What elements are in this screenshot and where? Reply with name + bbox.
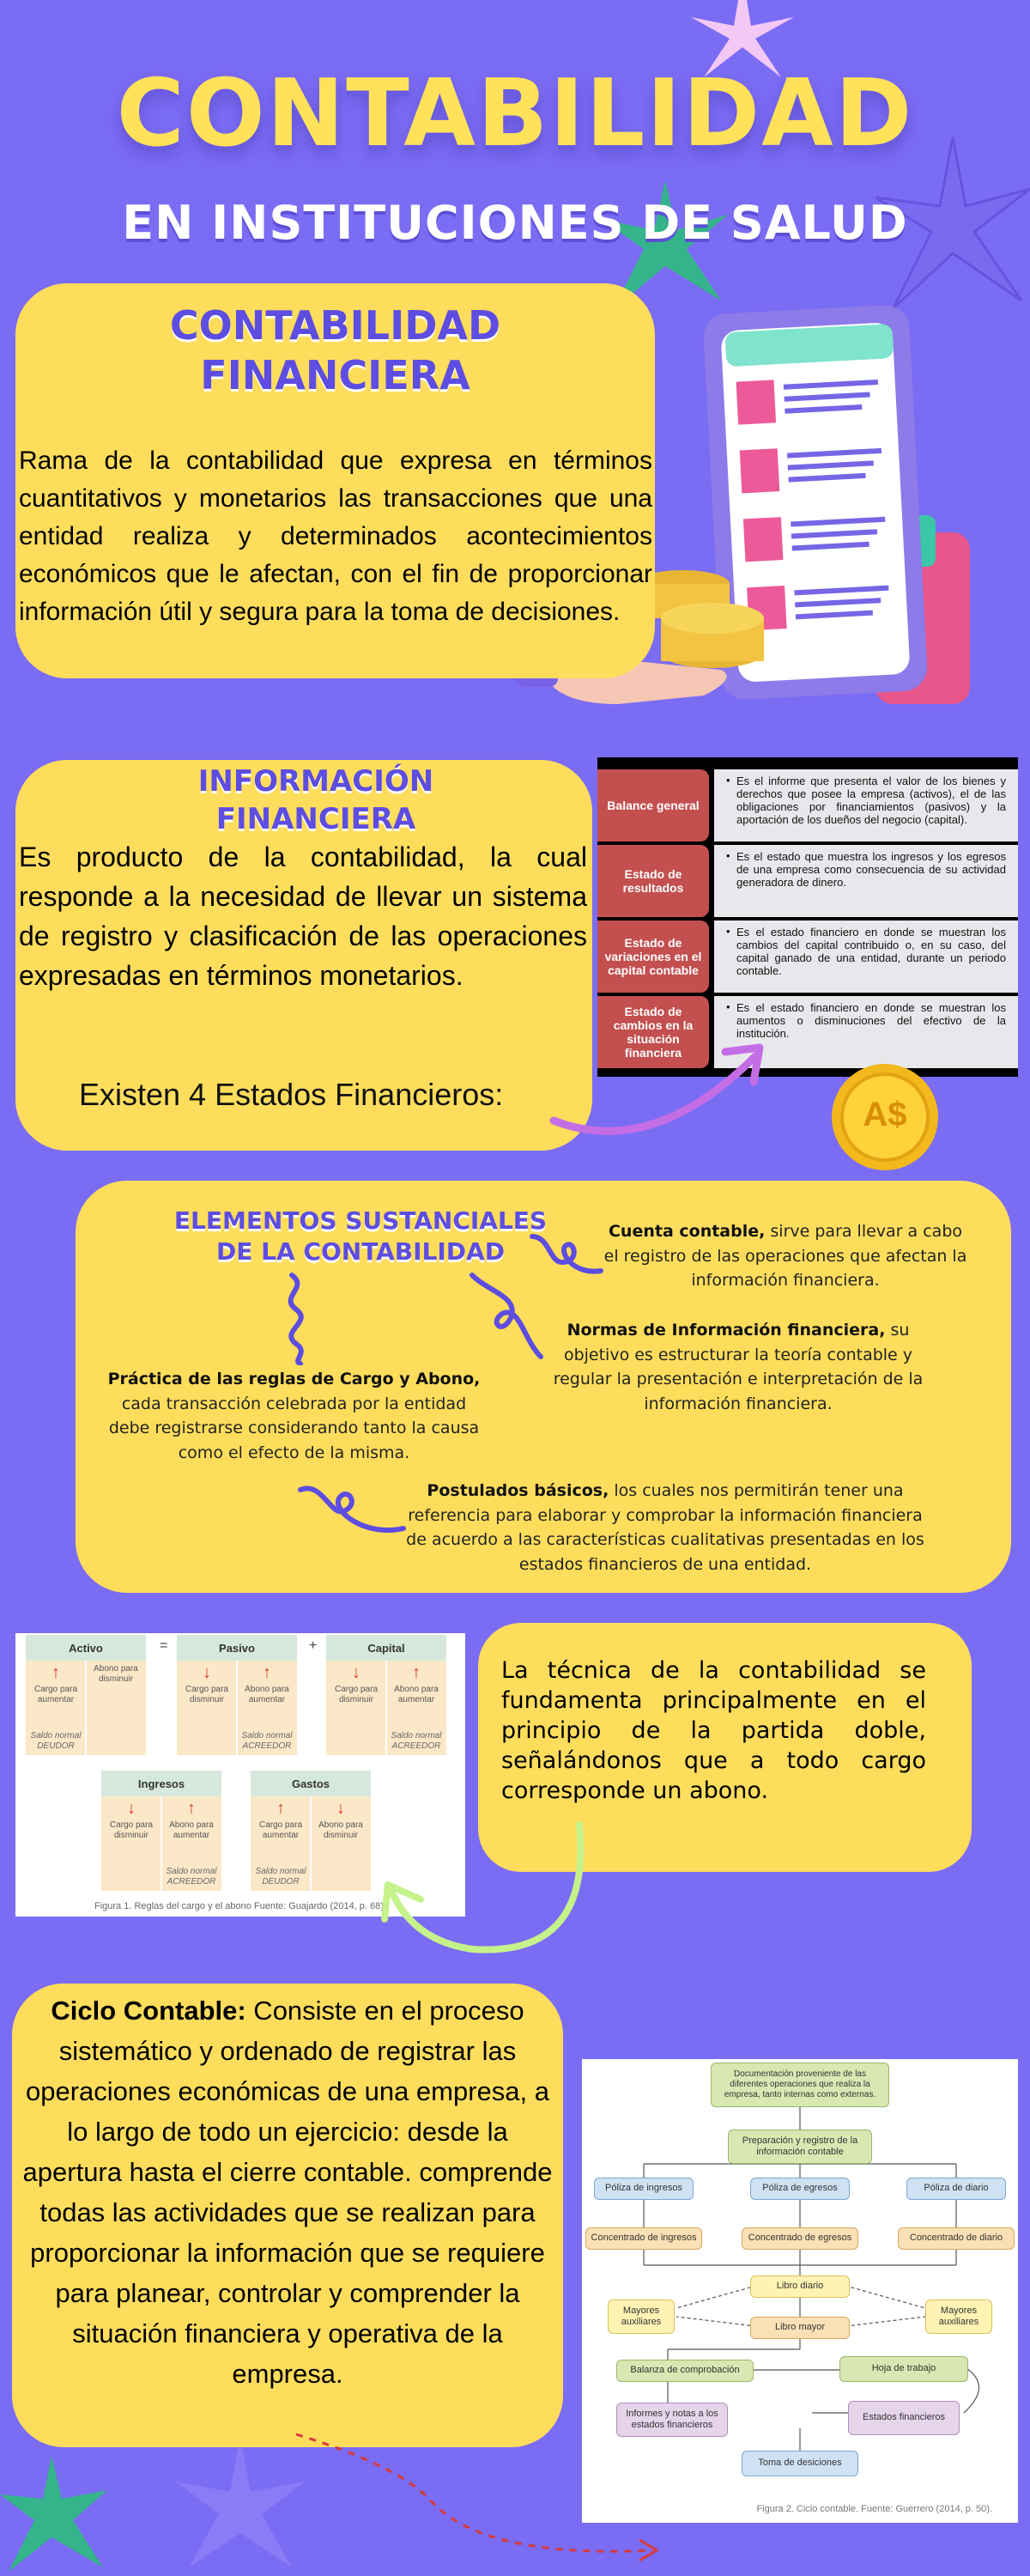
abono-label: Abono para aumentar [169,1820,214,1840]
table-row [597,757,1018,841]
arrow-down-icon: ↓ [336,1799,345,1818]
plus-sign: + [309,1638,318,1653]
heading-informacion-financiera [15,762,616,838]
informacion-financiera-text: Es producto de la contabilidad, la cual responde a la necesidad de llevar un sistema de registro y clasificación de las operaciones expresadas en términos monetarios. [19,841,587,991]
flow-doc: Documentación proveniente de las diferentes operaciones que realiza la empresa, tanto internas como externas. [711,2063,889,2107]
cargo-label: Cargo para aumentar [258,1820,303,1840]
squiggle-icon [296,1481,408,1541]
heading-line-1: CONTABILIDAD [169,302,501,349]
table-row [597,841,1018,917]
saldo-label: Saldo normal ACREEDOR [166,1867,217,1886]
account-gastos [251,1771,371,1891]
saldo-label: Saldo normal ACREEDOR [241,1731,293,1751]
elemento-normas-text: su objetivo es estructurar la teoría contable y regular la presentación e interpretación de la información financiera. [553,1321,924,1413]
cargo-label: Cargo para aumentar [33,1685,78,1704]
estado-name: Estado de resultados [597,845,709,917]
cargo-label: Cargo para disminuir [185,1685,229,1704]
equals-sign: = [160,1638,168,1653]
star-decoration-bottom-left [0,2456,112,2576]
heading-line-1: ELEMENTOS SUSTANCIALES [173,1206,548,1235]
ciclo-body: Consiste en el proceso sistemático y ordenado de registrar las operaciones económicas de una empresa, a lo largo de todo un ejercicio: desde la apertura hasta el cierre contable. comprende todas las actividades que se realizan para proporcionar la información que se requiere para planear, controlar y comprender la situación financiera y operativa de la empresa. [22,1996,553,2389]
squiggle-icon [275,1271,318,1365]
account-pasivo [177,1635,297,1755]
estado-desc: • Es el estado financiero en donde se muestran los cambios del capital contribuido o, en su caso, del capital ganado de una entidad, durante un periodo contable. [714,920,1018,993]
estado-desc: • Es el estado financiero en donde se muestran los aumentos o disminuciones del efectivo de la institución. [714,996,1018,1068]
estado-name: Estado de cambios en la situación financiera [597,996,709,1068]
saldo-label: Saldo normal ACREEDOR [391,1731,442,1751]
elemento-postulados [403,1479,927,1577]
arrow-up-icon: ↑ [412,1663,421,1682]
flow-conc-ingresos: Concentrado de ingresos [585,2227,702,2250]
flow-poliza-ingresos: Póliza de ingresos [594,2178,694,2200]
flow-prep: Preparación y registro de la información contable [728,2129,872,2164]
account-capital [326,1635,446,1755]
heading-elementos [137,1206,584,1267]
page-subtitle: EN INSTITUCIONES DE SALUD [122,196,908,250]
figure-caption: Figura 2. Ciclo contable. Fuente: Guerrero (2014, p. 50). [756,2504,992,2514]
flow-balanza: Balanza de comprobación [616,2360,754,2382]
flow-informes: Informes y notas a los estados financieros [616,2403,728,2437]
estados-count-text: Existen 4 Estados Financieros: [79,1077,504,1112]
elemento-postulados-text: los cuales nos permitirán tener una referencia para elaborar y comprobar la información financiera de acuerdo a las características cualitativas presentadas en los estados financieros de una entidad. [406,1481,924,1574]
elemento-practica [107,1367,481,1465]
estado-desc: • Es el informe que presenta el valor de los bienes y derechos que posee la empresa (activos), el de las obligaciones por financiamientos (pasivos) y la aportación de los dueños del negocio (capital). [714,769,1018,841]
partida-doble-text: La técnica de la contabilidad se fundamenta principalmente en el principio de la partida doble, señalándonos que a todo cargo corresponde un abono. [501,1657,926,1804]
estado-name: Balance general [597,769,709,841]
elemento-normas [541,1318,936,1416]
account-title: Pasivo [177,1635,297,1661]
account-title: Activo [26,1635,146,1661]
arrow-down-icon: ↓ [352,1663,360,1682]
elemento-practica-text: cada transacción celebrada por la entidad debe registrarse considerando tanto la causa como el efecto de la misma. [108,1394,480,1462]
cargo-label: Cargo para disminuir [109,1820,154,1840]
curved-arrow-icon [549,1005,772,1151]
saldo-label: Saldo normal DEUDOR [30,1731,82,1751]
arrow-down-icon: ↓ [127,1799,136,1818]
flow-hoja-trabajo: Hoja de trabajo [839,2356,968,2382]
account-title: Capital [326,1635,446,1661]
flow-toma-decisiones: Toma de desiciones [742,2451,858,2476]
elemento-cuenta-text: sirve para llevar a cabo el registro de las operaciones que afectan la información financiera. [603,1222,967,1290]
elemento-cuenta-bold: Cuenta contable, [608,1222,766,1241]
squiggle-icon [468,1271,545,1365]
account-ingresos [101,1771,221,1891]
abono-label: Abono para disminuir [318,1820,363,1840]
contabilidad-financiera-text: Rama de la contabilidad que expresa en términos cuantitativos y monetarios las transacciones que una entidad realiza y determinados acontecimientos económicos que le afectan, con el fin de proporcionar información útil y segura para la toma de decisiones. [19,447,652,626]
page-title: CONTABILIDAD [116,60,914,167]
flow-mayores-aux-right: Mayores auxiliares [925,2300,992,2334]
estado-desc: • Es el estado que muestra los ingresos y los egresos de una empresa como consecuencia de su actividad generadora de dinero. [714,845,1018,917]
account-title: Ingresos [101,1771,221,1796]
flow-estados: Estados financieros [848,2401,960,2435]
flow-poliza-diario: Póliza de diario [906,2178,1006,2200]
arrow-down-icon: ↓ [203,1663,211,1682]
account-title: Gastos [251,1771,371,1796]
abono-label: Abono para aumentar [394,1685,439,1704]
abono-label: Abono para aumentar [245,1685,289,1704]
coin-label: A$ [863,1096,907,1133]
heading-line-1: INFORMACIÓN [197,764,434,799]
arrow-up-icon: ↑ [52,1663,60,1682]
estado-name: Estado de variaciones en el capital contable [597,920,709,993]
ciclo-contable-text [21,1990,554,2394]
flow-mayores-aux-left: Mayores auxiliares [608,2300,675,2334]
heading-contabilidad-financiera [15,301,655,400]
flow-conc-diario: Concentrado de diario [898,2227,1015,2250]
table-row [597,917,1018,993]
flow-libro-mayor: Libro mayor [750,2317,850,2339]
heading-line-2: DE LA CONTABILIDAD [216,1237,505,1266]
arrow-up-icon: ↑ [263,1663,271,1682]
flow-poliza-egresos: Póliza de egresos [750,2178,850,2200]
heading-line-2: FINANCIERA [200,352,470,398]
arrow-up-icon: ↑ [276,1799,285,1818]
curved-arrow-icon [378,1820,601,1966]
elemento-normas-bold: Normas de Información financiera, [566,1321,886,1340]
saldo-label: Saldo normal DEUDOR [255,1867,306,1886]
abono-label: Abono para disminuir [94,1664,138,1684]
arrow-up-icon: ↑ [187,1799,196,1818]
heading-line-2: FINANCIERA [215,802,416,836]
ciclo-bold: Ciclo Contable: [51,1996,246,2026]
flow-libro-diario: Libro diario [750,2275,850,2298]
elemento-practica-bold: Práctica de las reglas de Cargo y Abono, [107,1370,481,1388]
cargo-label: Cargo para disminuir [334,1685,379,1704]
ciclo-contable-flowchart [582,2059,1018,2523]
account-activo [26,1635,146,1755]
star-decoration-bottom [172,2439,309,2576]
figure-caption: Figura 1. Reglas del cargo y el abono Fuente: Guajardo (2014, p. 68). [94,1901,386,1911]
elemento-cuenta-contable [601,1219,970,1293]
flow-conc-egresos: Concentrado de egresos [742,2227,858,2250]
elemento-postulados-bold: Postulados básicos, [427,1481,609,1500]
